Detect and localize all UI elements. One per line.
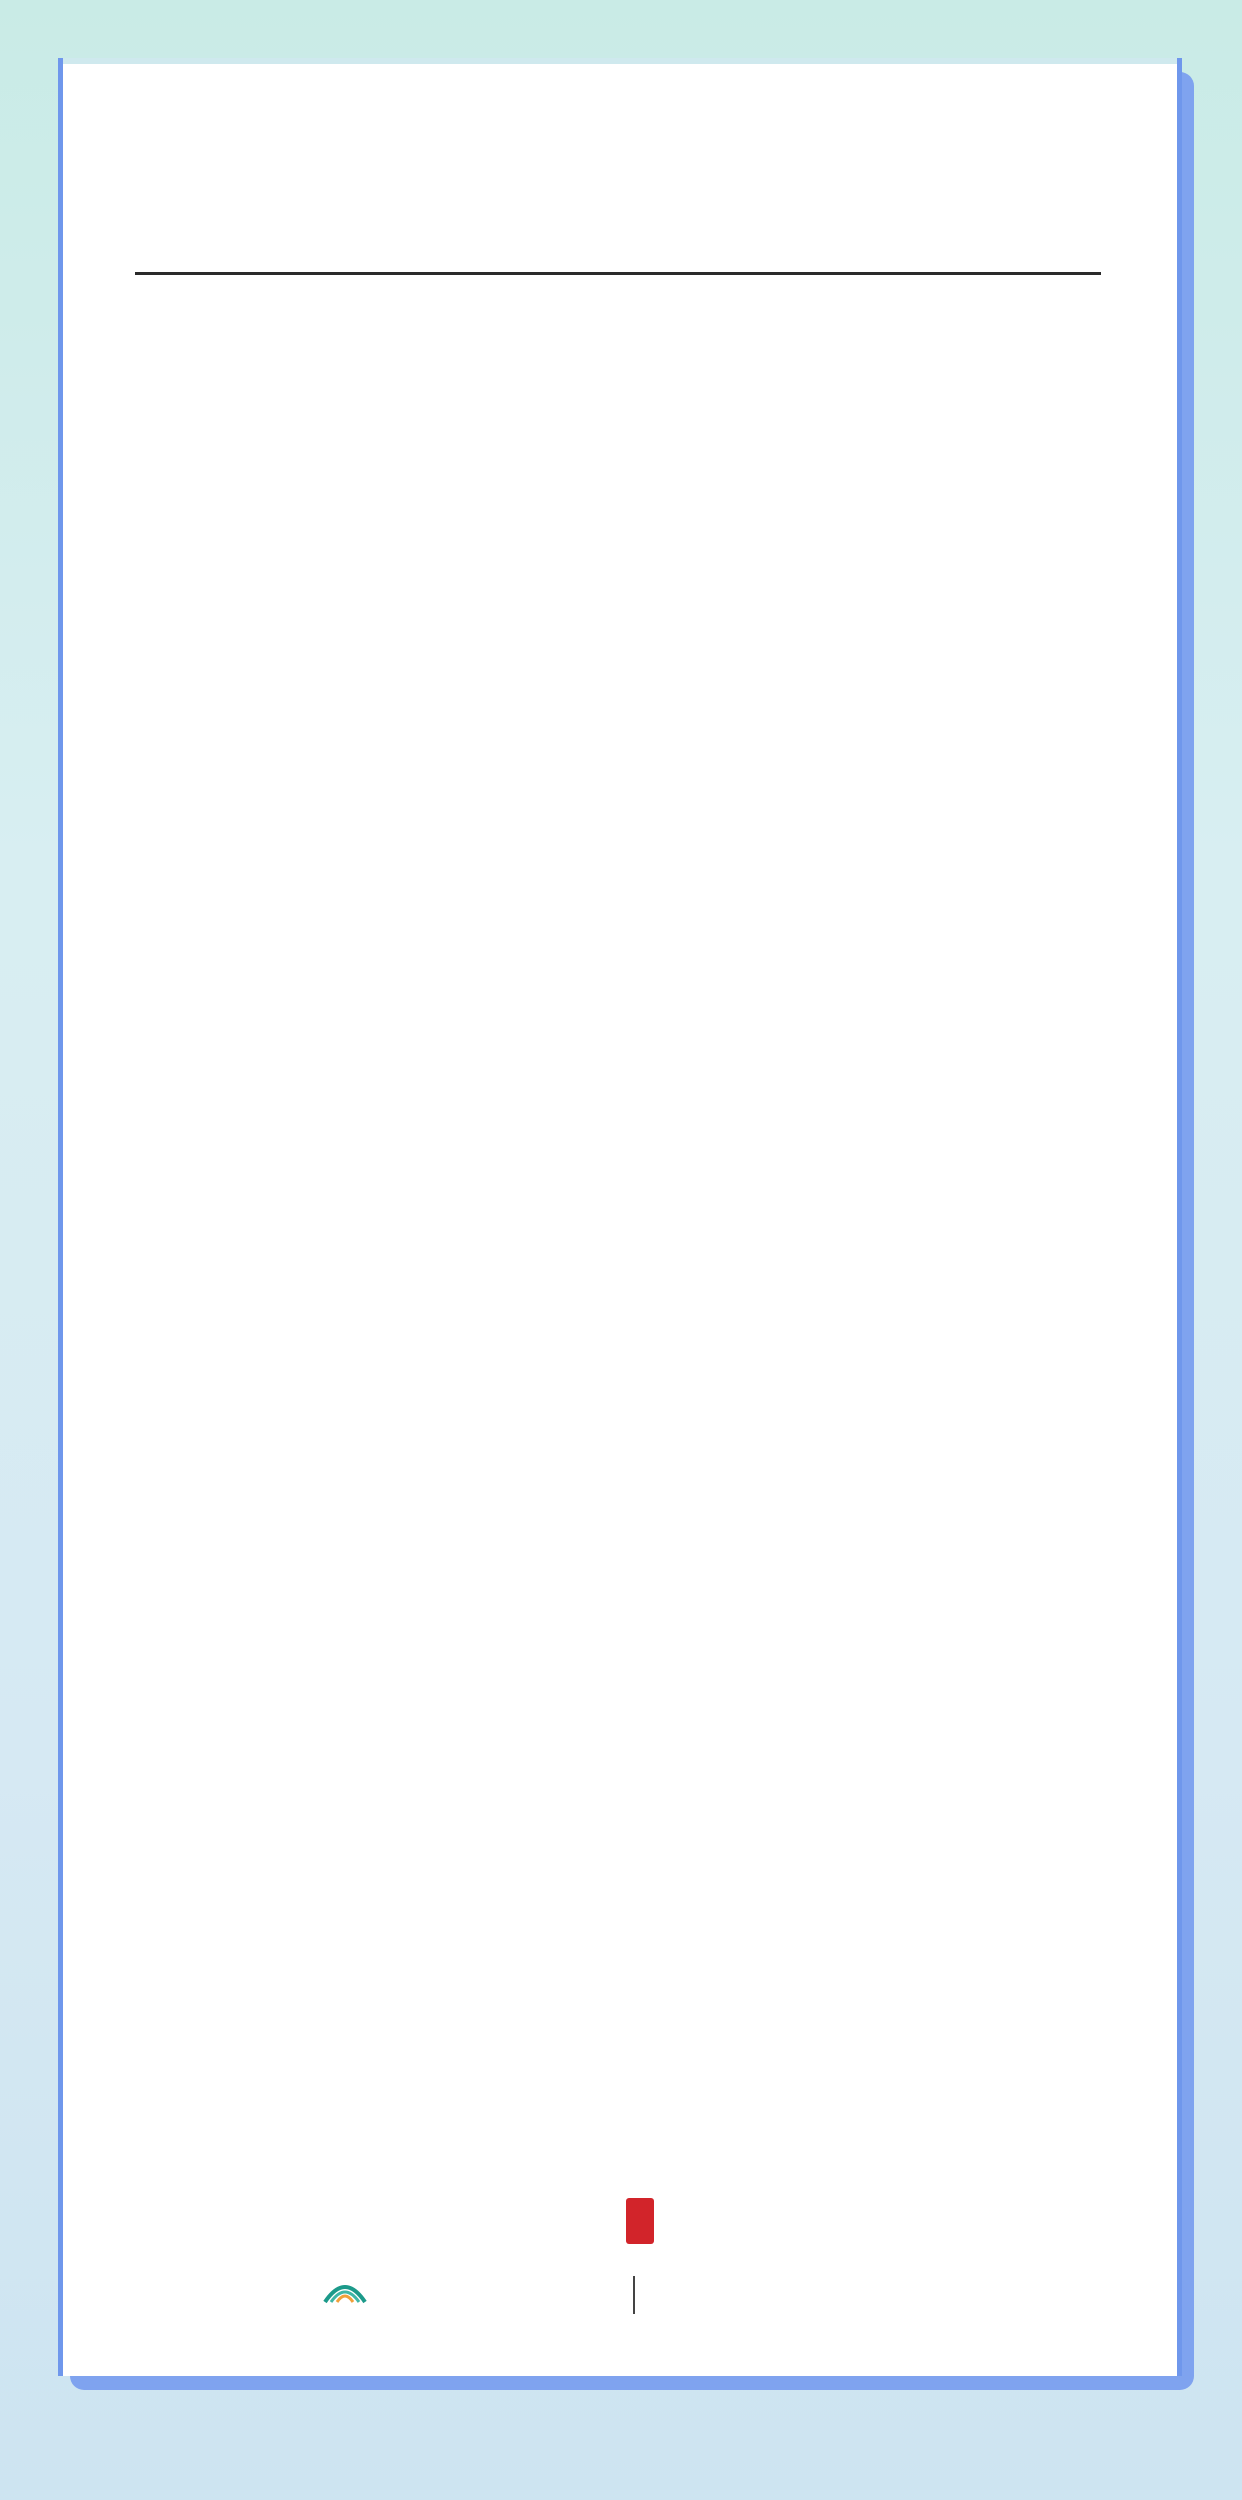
tips-list: [135, 328, 1105, 396]
title-divider: [135, 272, 1101, 275]
notice-card: [58, 58, 1182, 2376]
xuefa-badge: [626, 2198, 654, 2244]
scalloped-top-edge: [63, 58, 1177, 82]
cidf-logo-icon: [321, 2272, 369, 2308]
footer-separator: [633, 2276, 635, 2314]
footer-logos: [63, 2180, 1177, 2330]
scalloped-bottom-edge: [63, 2328, 1177, 2376]
